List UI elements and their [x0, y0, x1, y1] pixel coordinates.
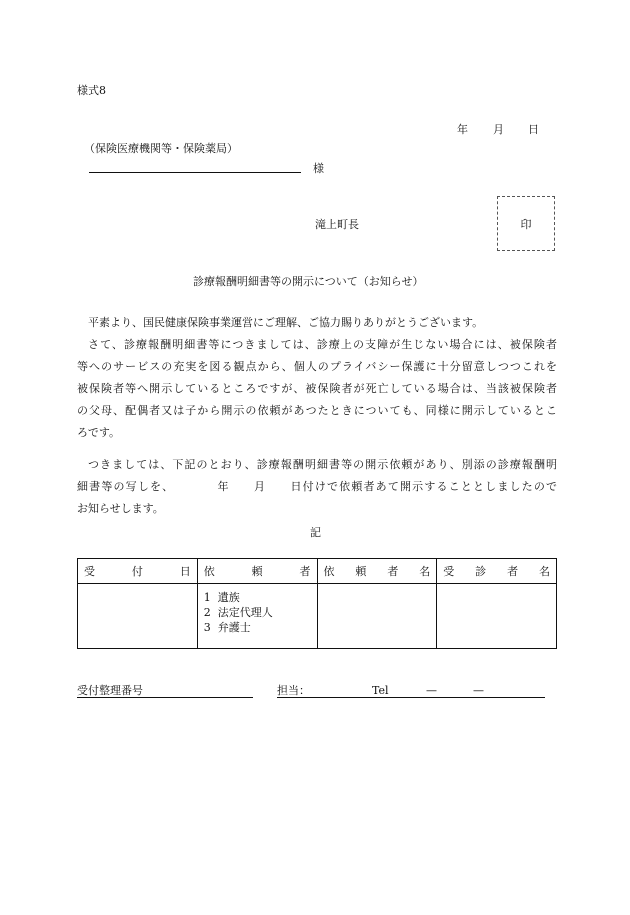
- requester-option[interactable]: 1 遺族: [203, 591, 240, 604]
- seal-box: [497, 196, 555, 251]
- recipient-honorific: 様: [313, 162, 324, 175]
- body-line: 平素より、国民健康保険事業運営にご理解、ご協力賜りありがとうございます。: [88, 316, 484, 329]
- reception-number-label: 受付整理番号: [77, 684, 143, 697]
- body-line: ろです。: [77, 426, 121, 439]
- sender-name: 滝上町長: [315, 218, 359, 231]
- date-month: 月: [493, 123, 504, 136]
- body-line: お知らせします。: [77, 502, 164, 515]
- body-line: つきましては、下記のとおり、診療報酬明細書等の開示依頼があり、別添の診療報酬明: [88, 458, 557, 471]
- header-requester-name: 依 頼 者 名: [317, 559, 437, 584]
- date-day: 日: [528, 123, 539, 136]
- body-line: の父母、配偶者又は子から開示の依頼があつたときについても、同様に開示しているとこ: [77, 404, 557, 417]
- tel-dash-1: —: [426, 684, 437, 697]
- cell-patient-name[interactable]: [437, 584, 557, 649]
- header-requester: 依 頼 者: [197, 559, 317, 584]
- tel-label: Tel: [372, 684, 389, 697]
- recipient-org: （保険医療機関等・保険薬局）: [84, 142, 238, 155]
- request-table: [77, 558, 557, 649]
- cell-requester-options: [197, 584, 317, 649]
- seal-label: 印: [520, 217, 532, 231]
- body-line: 等へのサービスの充実を図る観点から、個人のプライバシー保護に十分留意しつつこれを: [77, 360, 557, 373]
- document-title: 診療報酬明細書等の開示について（お知らせ）: [193, 275, 424, 288]
- contact-line: [277, 697, 545, 698]
- header-reception-date: 受 付 日: [78, 559, 198, 584]
- requester-option[interactable]: 3 弁護士: [203, 621, 251, 634]
- contact-label: 担当：: [277, 684, 310, 697]
- recipient-name-line: [89, 172, 301, 173]
- header-patient-name: 受 診 者 名: [437, 559, 557, 584]
- body-line: 被保険者等へ開示しているところですが、被保険者が死亡している場合は、当該被保険者: [77, 382, 557, 395]
- table-header-row: [78, 559, 557, 584]
- body-line: さて、診療報酬明細書等につきましては、診療上の支障が生じない場合には、被保険者: [88, 338, 557, 351]
- cell-requester-name[interactable]: [317, 584, 437, 649]
- ki-label: 記: [310, 526, 321, 539]
- requester-option[interactable]: 2 法定代理人: [203, 606, 273, 619]
- body-line: 細書等の写しを、 年 月 日付けで依頼者あて開示することとしましたので: [77, 480, 557, 493]
- form-label: 様式8: [77, 84, 106, 97]
- cell-reception-date[interactable]: [78, 584, 198, 649]
- tel-dash-2: —: [473, 684, 484, 697]
- table-row: [78, 584, 557, 649]
- date-year: 年: [457, 123, 468, 136]
- reception-number-line: [77, 697, 253, 698]
